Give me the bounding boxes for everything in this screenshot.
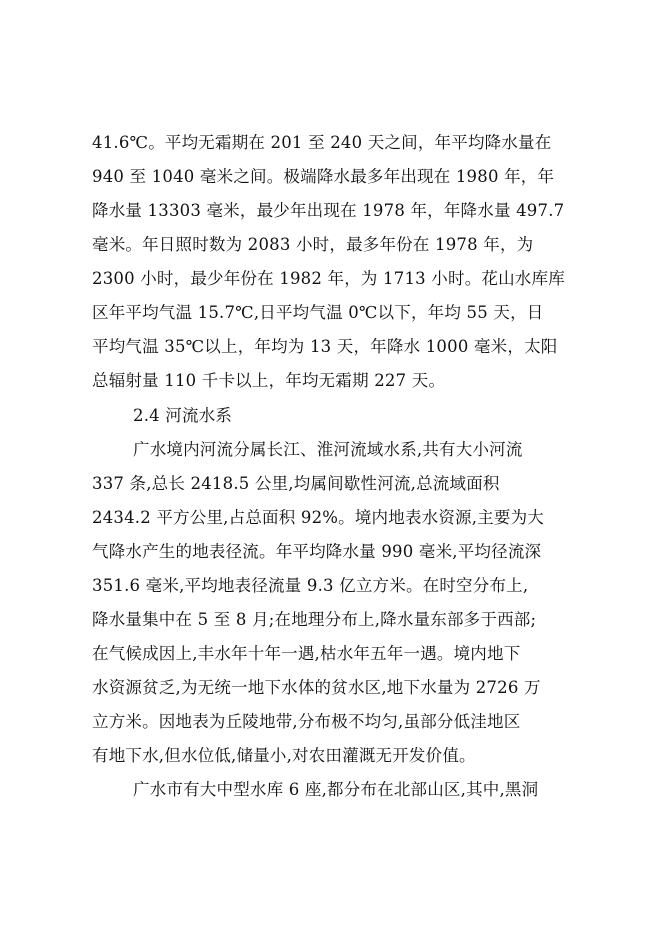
text-line: 广水境内河流分属长江、淮河流域水系,共有大小河流 (133, 440, 523, 459)
text-line: 41.6℃。平均无霜期在 201 至 240 天之间，年平均降水量在 (92, 133, 552, 152)
text-line: 337 条,总长 2418.5 公里,均属间歇性河流,总流域面积 (92, 474, 500, 493)
text-line: 降水量 13303 毫米，最少年出现在 1978 年，年降水量 497.7 (92, 201, 565, 220)
text-line: 降水量集中在 5 至 8 月;在地理分布上,降水量东部多于西部; (92, 610, 537, 629)
text-line: 区年平均气温 15.7℃,日平均气温 0℃以下，年均 55 天，日 (92, 303, 544, 322)
text-line: 在气候成因上,丰水年十年一遇,枯水年五年一遇。境内地下 (92, 644, 521, 663)
text-line: 广水市有大中型水库 6 座,都分布在北部山区,其中,黑洞 (133, 780, 539, 799)
text-line: 有地下水,但水位低,储量小,对农田灌溉无开发价值。 (92, 746, 476, 765)
text-line: 平均气温 35℃以上，年均为 13 天，年降水 1000 毫米，太阳 (92, 337, 558, 356)
text-line: 毫米。年日照时数为 2083 小时，最多年份在 1978 年，为 (92, 235, 534, 254)
text-line: 2300 小时，最少年份在 1982 年，为 1713 小时。花山水库库 (92, 269, 565, 288)
text-line: 气降水产生的地表径流。年平均降水量 990 毫米,平均径流深 (92, 542, 542, 561)
text-line: 总辐射量 110 千卡以上，年均无霜期 227 天。 (92, 371, 446, 390)
text-line: 351.6 毫米,平均地表径流量 9.3 亿立方米。在时空分布上, (92, 576, 529, 595)
text-line: 水资源贫乏,为无统一地下水体的贫水区,地下水量为 2726 万 (92, 678, 541, 697)
section-heading: 2.4 河流水系 (133, 406, 233, 425)
text-line: 2434.2 平方公里,占总面积 92%。境内地表水资源,主要为大 (92, 508, 544, 527)
text-line: 立方米。因地表为丘陵地带,分布极不均匀,虽部分低洼地区 (92, 712, 521, 731)
text-line: 940 至 1040 毫米之间。极端降水最多年出现在 1980 年，年 (92, 167, 555, 186)
